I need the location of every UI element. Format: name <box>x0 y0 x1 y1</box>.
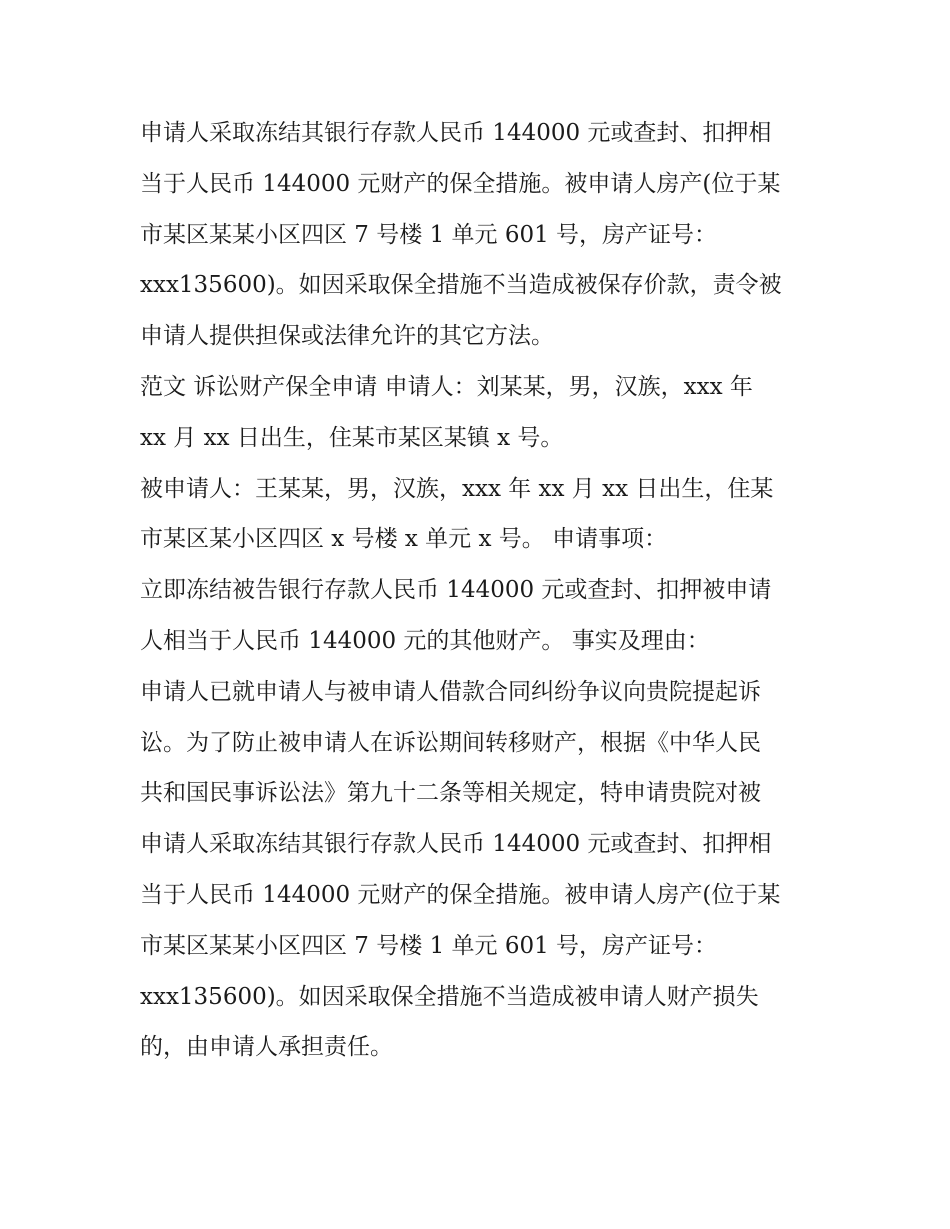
text-line: 申请人采取冻结其银行存款人民币 144000 元或查封、扣押相 <box>140 120 772 146</box>
text-line: 讼。为了防止被申请人在诉讼期间转移财产，根据《中华人民 <box>140 729 761 756</box>
text-line: 申请人提供担保或法律允许的其它方法。 <box>140 323 554 350</box>
text-line: 市某区某某小区四区 7 号楼 1 单元 601 号，房产证号： <box>140 932 718 959</box>
text-line: 当于人民币 144000 元财产的保全措施。被申请人房产(位于某 <box>140 881 781 908</box>
text-line: 立即冻结被告银行存款人民币 144000 元或查封、扣押被申请 <box>140 577 772 604</box>
text-line: 市某区某小区四区 x 号楼 x 单元 x 号。 申请事项： <box>140 526 668 553</box>
text-line: 共和国民事诉讼法》第九十二条等相关规定，特申请贵院对被 <box>140 780 761 807</box>
text-line: xx 月 xx 日出生，住某市某区某镇 x 号。 <box>140 424 564 451</box>
text-line: 的，由申请人承担责任。 <box>140 1034 393 1061</box>
text-line: 被申请人：王某某，男，汉族，xxx 年 xx 月 xx 日出生，住某 <box>140 475 774 502</box>
text-line: 人相当于人民币 144000 元的其他财产。 事实及理由： <box>140 627 710 654</box>
text-line: 范文 诉讼财产保全申请 申请人：刘某某，男，汉族，xxx 年 <box>140 373 753 400</box>
text-line: 市某区某某小区四区 7 号楼 1 单元 601 号，房产证号： <box>140 221 718 248</box>
text-line: 申请人采取冻结其银行存款人民币 144000 元或查封、扣押相 <box>140 831 772 858</box>
text-line: xxx135600)。如因采取保全措施不当造成被保存价款，责令被 <box>140 272 782 299</box>
text-line: 申请人已就申请人与被申请人借款合同纠纷争议向贵院提起诉 <box>140 678 761 705</box>
document-body <box>140 108 820 1073</box>
text-line: 当于人民币 144000 元财产的保全措施。被申请人房产(位于某 <box>140 170 781 197</box>
text-line: xxx135600)。如因采取保全措施不当造成被申请人财产损失 <box>140 983 759 1010</box>
